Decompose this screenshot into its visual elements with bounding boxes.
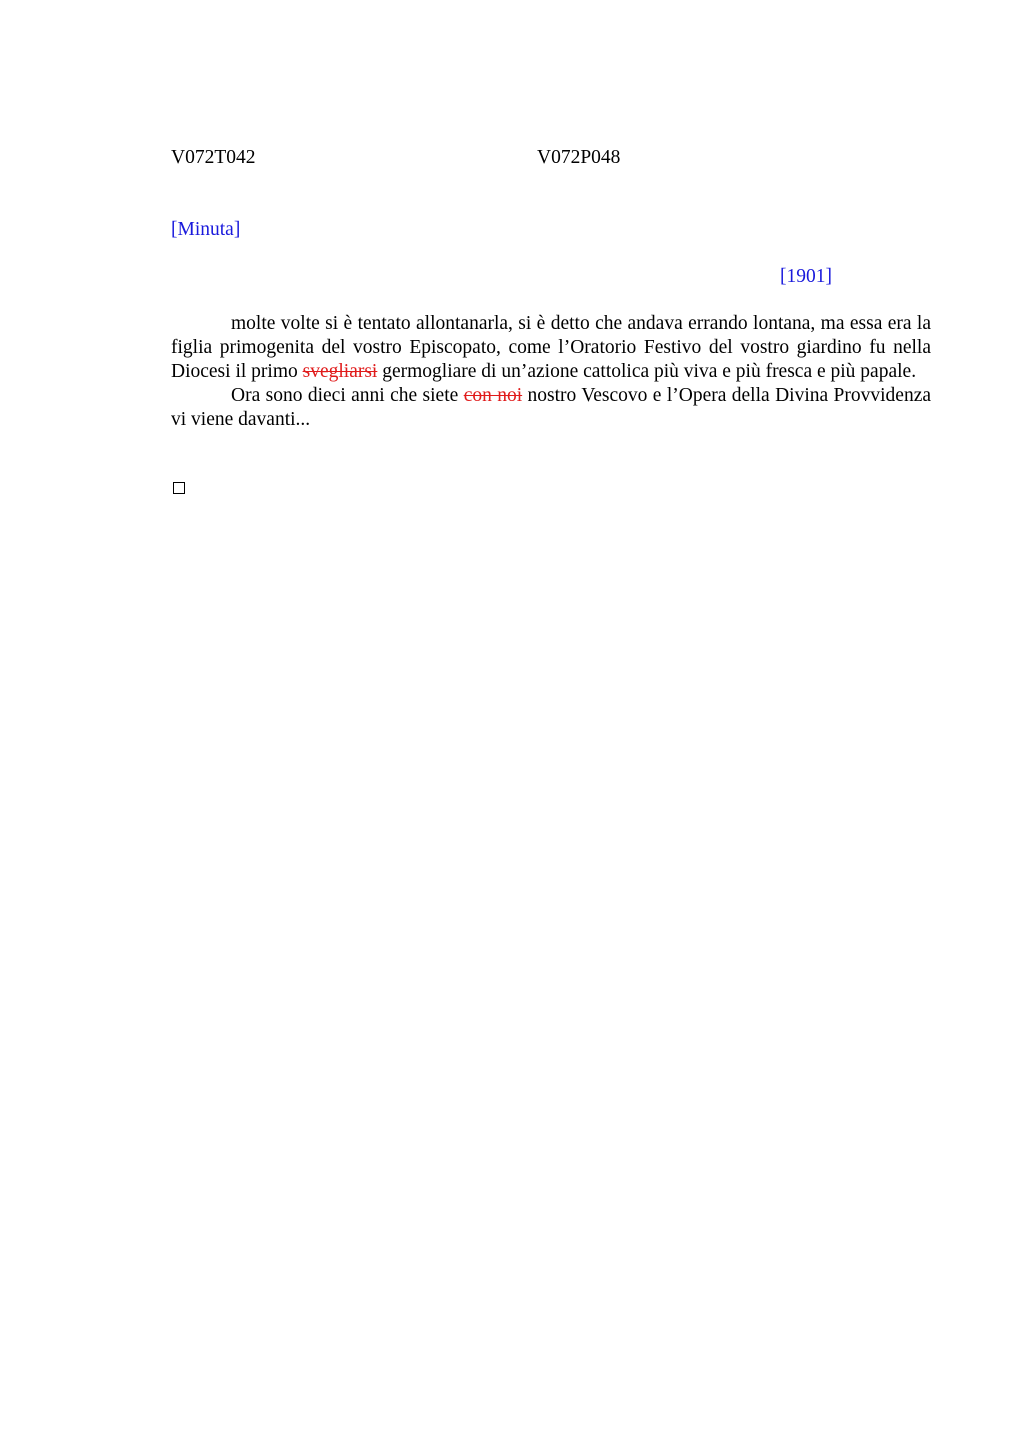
paragraph-1-deletion: svegliarsi: [302, 361, 378, 382]
document-code-left: V072T042: [171, 147, 256, 168]
paragraph-2-deletion: con noi: [463, 385, 523, 406]
paragraph-1-text-a: molte volte si è tentato allontanarla, si è detto che andava errando lontana, ma essa era la figlia primogenita del vostro Episcopato, come l’Oratorio Festivo del vostro giardino fu nella Diocesi il primo: [171, 313, 931, 382]
body-text: [171, 312, 931, 432]
paragraph-2-text-b: nostro Vescovo e l’Opera della Divina Provvidenza vi viene davanti...: [171, 385, 931, 430]
document-code-right: V072P048: [537, 147, 621, 168]
paragraph-2: [171, 384, 931, 432]
checkbox-icon: [173, 482, 185, 494]
year-label: [1901]: [780, 266, 832, 287]
paragraph-1-text-b: germogliare di un’azione cattolica più viva e più fresca e più papale.: [377, 361, 917, 382]
paragraph-1: [171, 312, 931, 384]
paragraph-2-text-a: Ora sono dieci anni che siete: [231, 385, 464, 406]
minuta-label: [Minuta]: [171, 219, 241, 240]
